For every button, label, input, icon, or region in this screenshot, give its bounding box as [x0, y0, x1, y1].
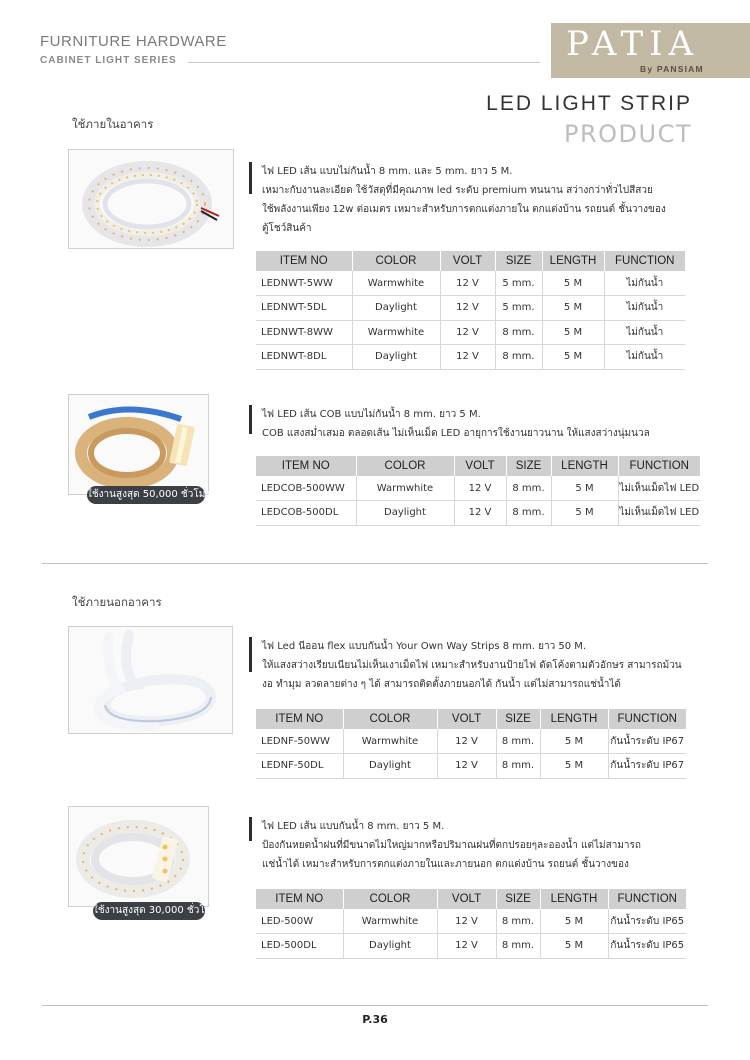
header-title: FURNITURE HARDWARE — [40, 33, 227, 50]
column-header: FUNCTION — [608, 889, 686, 909]
product-image-waterproof-led-strip — [68, 806, 209, 907]
column-header: FUNCTION — [618, 456, 700, 476]
table-row: LEDNWT-5DL Daylight 12 V 5 mm. 5 M ไม่กันน้ำ — [256, 296, 685, 321]
table-row: LED-500W Warmwhite 12 V 8 mm. 5 M กันน้ำระดับ IP65 — [256, 909, 686, 934]
lifetime-badge: ใช้งานสูงสุด 50,000 ชั่วโมง — [87, 486, 205, 504]
page-number: P.36 — [362, 1013, 388, 1026]
column-header: LENGTH — [540, 709, 608, 729]
column-header: VOLT — [437, 889, 496, 909]
spec-table — [256, 456, 700, 526]
description-marker — [249, 405, 252, 434]
page-title-secondary: PRODUCT — [563, 120, 692, 148]
column-header: LENGTH — [542, 251, 604, 271]
column-header: SIZE — [495, 251, 542, 271]
column-header: COLOR — [352, 251, 440, 271]
table-row: LEDNWT-5WW Warmwhite 12 V 5 mm. 5 M ไม่กันน้ำ — [256, 271, 685, 296]
table-row: LEDNWT-8DL Daylight 12 V 8 mm. 5 M ไม่กันน้ำ — [256, 345, 685, 370]
spec-table — [256, 889, 686, 959]
page-title: LED LIGHT STRIP — [486, 92, 692, 115]
description-marker — [249, 162, 252, 194]
product-description: ไฟ LED เส้น แบบไม่กันน้ำ 8 mm. และ 5 mm. ยาว 5 M. เหมาะกับงานละเอียด ใช้วัสดุที่มีคุณภาพ led ระดับ premium ทนนาน สว่างกว่าทั่วไปสีสวย ใช้พลังงานเพียง 12w ต่อเมตร เหมาะสำหรับการตกแต่งภายใน ตกแต่งบ้าน รถยนต์ ชั้นวางของ ตู้โชว์สินค้า — [262, 166, 666, 234]
table-row: LEDNWT-8WW Warmwhite 12 V 8 mm. 5 M ไม่กันน้ำ — [256, 320, 685, 345]
table-row: LEDNF-50WW Warmwhite 12 V 8 mm. 5 M กันน้ำระดับ IP67 — [256, 729, 686, 754]
section-label-indoor: ใช้ภายในอาคาร — [72, 117, 154, 131]
section-divider — [42, 563, 708, 564]
product-description: ไฟ LED เส้น แบบกันน้ำ 8 mm. ยาว 5 M. ป้องกันหยดน้ำฝนที่มีขนาดไม่ใหญ่มากหรือปริมาณฝนที่ตกปรอยๆละอองน้ำ แต่ไม่สามารถ แช่น้ำได้ เหมาะสำหรับการตกแต่งภายในและภายนอก ตกแต่งบ้าน รถยนต์ ชั้นวางของ — [262, 821, 641, 870]
brand-logo: PATIA — [566, 24, 700, 64]
column-header: VOLT — [437, 709, 496, 729]
header-rule — [188, 62, 540, 63]
spec-table — [256, 251, 685, 370]
table-row: LEDNF-50DL Daylight 12 V 8 mm. 5 M กันน้ำระดับ IP67 — [256, 754, 686, 779]
column-header: ITEM NO — [256, 709, 343, 729]
description-marker — [249, 637, 252, 672]
column-header: FUNCTION — [604, 251, 685, 271]
column-header: ITEM NO — [256, 889, 343, 909]
column-header: LENGTH — [540, 889, 608, 909]
table-row: LEDCOB-500DL Daylight 12 V 8 mm. 5 M ไม่เห็นเม็ดไฟ LED — [256, 501, 700, 526]
column-header: ITEM NO — [256, 251, 352, 271]
product-description: ไฟ LED เส้น COB แบบไม่กันน้ำ 8 mm. ยาว 5 M. COB แสงสม่ำเสมอ ตลอดเส้น ไม่เห็นเม็ด LED อายุการใช้งานยาวนาน ให้แสงสว่างนุ่มนวล — [262, 409, 650, 439]
table-row: LED-500DL Daylight 12 V 8 mm. 5 M กันน้ำระดับ IP65 — [256, 934, 686, 959]
column-header: SIZE — [506, 456, 551, 476]
brand-byline: By PANSIAM — [640, 64, 704, 74]
description-marker — [249, 817, 252, 841]
product-image-cob-led-strip — [68, 394, 209, 495]
header-subtitle: CABINET LIGHT SERIES — [40, 55, 177, 66]
product-image-neon-flex-strip — [68, 626, 233, 734]
column-header: COLOR — [343, 889, 437, 909]
spec-table — [256, 709, 686, 779]
column-header: LENGTH — [551, 456, 618, 476]
column-header: ITEM NO — [256, 456, 356, 476]
column-header: VOLT — [454, 456, 506, 476]
footer-divider — [42, 1005, 708, 1006]
table-row: LEDCOB-500WW Warmwhite 12 V 8 mm. 5 M ไม่เห็นเม็ดไฟ LED — [256, 476, 700, 501]
column-header: SIZE — [496, 709, 540, 729]
lifetime-badge: ใช้งานสูงสุด 30,000 ชั่วโมง — [93, 902, 205, 920]
product-description: ไฟ Led นีออน flex แบบกันน้ำ Your Own Way Strips 8 mm. ยาว 50 M. ให้แสงสว่างเรียบเนียนไม่เห็นเงาเม็ดไฟ เหมาะสำหรับงานป้ายไฟ ดัดโค้งตามตัวอักษร สามารถม้วน งอ ทำมุม ลวดลายต่าง ๆ ได้ สามารถติดตั้งภายนอกได้ กันน้ำ แต่ไม่สามารถแช่น้ำได้ — [262, 641, 682, 690]
column-header: COLOR — [356, 456, 454, 476]
column-header: FUNCTION — [608, 709, 686, 729]
column-header: SIZE — [496, 889, 540, 909]
section-label-outdoor: ใช้ภายนอกอาคาร — [72, 595, 162, 609]
product-image-led-strip-non-waterproof — [68, 149, 234, 249]
column-header: COLOR — [343, 709, 437, 729]
column-header: VOLT — [440, 251, 495, 271]
